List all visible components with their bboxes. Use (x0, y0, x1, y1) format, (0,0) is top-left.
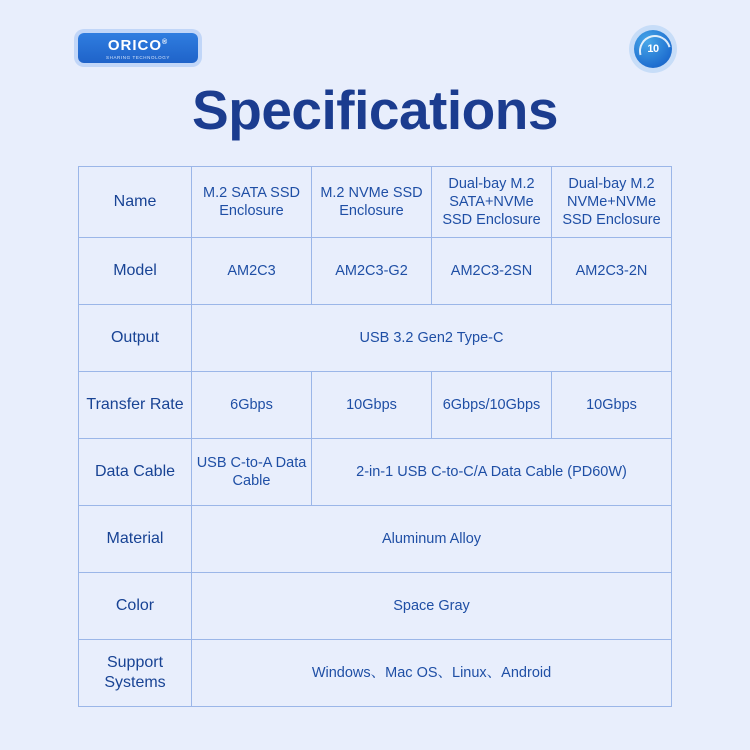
cell-rate-4: 10Gbps (552, 372, 672, 439)
cell-name-4: Dual-bay M.2 NVMe+NVMe SSD Enclosure (552, 167, 672, 238)
logo-wordmark (108, 35, 168, 53)
cell-model-2: AM2C3-G2 (312, 238, 432, 305)
table-row (79, 573, 672, 640)
row-label-color: Color (79, 573, 192, 640)
table-row (79, 506, 672, 573)
cell-model-4: AM2C3-2N (552, 238, 672, 305)
page-title: Specifications (192, 79, 558, 141)
cell-material-all: Aluminum Alloy (192, 506, 672, 573)
logo-tagline: SHARING TECHNOLOGY (106, 55, 170, 60)
speed-badge (634, 30, 672, 68)
orico-logo (78, 33, 198, 63)
table-row (79, 305, 672, 372)
row-label-name: Name (79, 167, 192, 238)
logo-registered-icon: ® (162, 39, 169, 46)
cell-cable-rest: 2-in-1 USB C-to-C/A Data Cable (PD60W) (312, 439, 672, 506)
speed-badge-inner (634, 30, 672, 68)
row-label-material: Material (79, 506, 192, 573)
cell-rate-1: 6Gbps (192, 372, 312, 439)
cell-cable-1: USB C-to-A Data Cable (192, 439, 312, 506)
cell-name-3: Dual-bay M.2 SATA+NVMe SSD Enclosure (432, 167, 552, 238)
row-label-support-systems: Support Systems (79, 640, 192, 707)
table-row (79, 238, 672, 305)
cell-model-1: AM2C3 (192, 238, 312, 305)
table-row (79, 167, 672, 238)
cell-output-all: USB 3.2 Gen2 Type-C (192, 305, 672, 372)
cell-name-1: M.2 SATA SSD Enclosure (192, 167, 312, 238)
cell-support-all: Windows、Mac OS、Linux、Android (192, 640, 672, 707)
cell-name-2: M.2 NVMe SSD Enclosure (312, 167, 432, 238)
cell-model-3: AM2C3-2SN (432, 238, 552, 305)
table-row (79, 640, 672, 707)
row-label-data-cable: Data Cable (79, 439, 192, 506)
badge-arc-icon (633, 29, 677, 73)
cell-rate-2: 10Gbps (312, 372, 432, 439)
badge-label: 10 (647, 43, 659, 55)
row-label-model: Model (79, 238, 192, 305)
table-row (79, 439, 672, 506)
row-label-transfer-rate: Transfer Rate (79, 372, 192, 439)
specifications-table (78, 166, 672, 707)
specifications-table-wrapper (78, 166, 672, 707)
row-label-output: Output (79, 305, 192, 372)
logo-text: ORICO (107, 37, 162, 54)
cell-rate-3: 6Gbps/10Gbps (432, 372, 552, 439)
cell-color-all: Space Gray (192, 573, 672, 640)
table-row (79, 372, 672, 439)
